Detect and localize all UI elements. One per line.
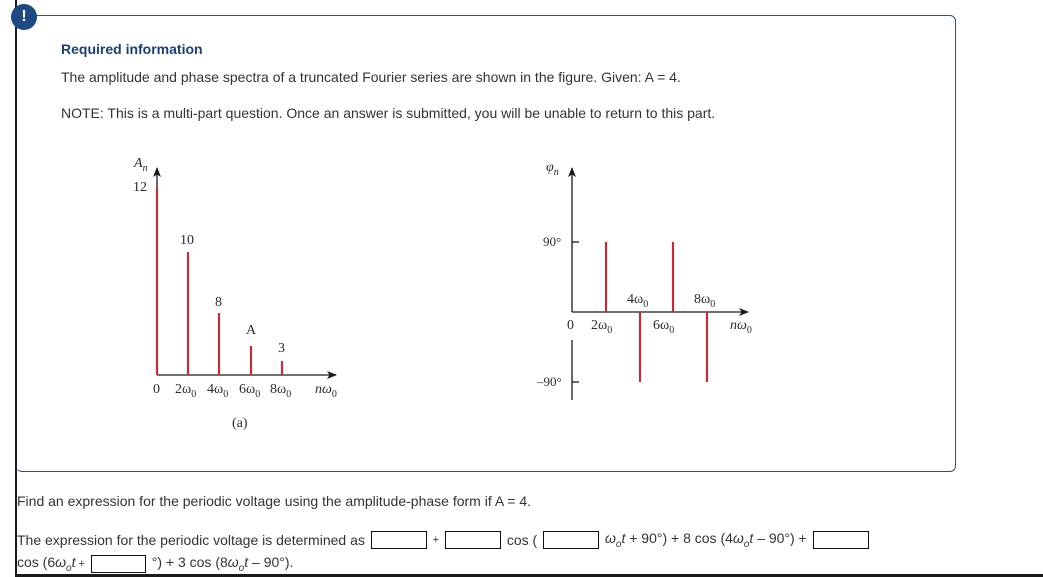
required-info-title: Required information bbox=[61, 41, 203, 57]
amplitude-value-A: A bbox=[246, 323, 257, 338]
phase-x-label: $n\omega_0$ bbox=[730, 318, 752, 336]
answer-lead-text: The expression for the periodic voltage is determined as bbox=[17, 531, 365, 548]
multipart-note: NOTE: This is a multi-part question. Once an answer is submitted, you will be unable to return to this part. bbox=[61, 105, 716, 121]
phase-x-tick-8w0: $8\omega_0$ bbox=[694, 292, 716, 310]
amplitude-caption: (a) bbox=[232, 416, 248, 431]
amplitude-x-label: $n\omega_0$ bbox=[315, 382, 337, 400]
cos-open-text: cos ( bbox=[506, 531, 538, 548]
phase-y-label: $\varphi_n$ bbox=[546, 160, 559, 178]
answer-input-phase-6w0[interactable] bbox=[91, 555, 146, 573]
plus-sign: + bbox=[432, 533, 440, 546]
amplitude-value-12: 12 bbox=[133, 180, 147, 195]
answer-expression-line-1 bbox=[17, 530, 871, 550]
phase-origin-label: 0 bbox=[567, 318, 574, 333]
answer-input-harmonic-2w0[interactable] bbox=[543, 531, 599, 549]
answer-input-amplitude-2w0[interactable] bbox=[445, 531, 501, 549]
term-6w0-text: $\cos (6\omega_ot$ + bbox=[17, 554, 85, 574]
phase-tick-label-90: 90° bbox=[543, 234, 562, 249]
term-2w0-tail: $\omega_ot + 90^\circ) + 8$ $\cos (4\omega_ot - 90^\circ)$ + bbox=[604, 530, 807, 550]
amplitude-x-tick-6w0: $6\omega_0$ bbox=[239, 382, 261, 400]
amplitude-value-8: 8 bbox=[215, 295, 222, 310]
answer-expression-line-2 bbox=[17, 554, 293, 574]
phase-x-tick-4w0: $4\omega_0$ bbox=[627, 292, 649, 310]
amplitude-value-3: 3 bbox=[278, 341, 285, 356]
alert-exclamation-icon: ! bbox=[11, 4, 37, 30]
answer-input-dc-term[interactable] bbox=[371, 531, 427, 549]
answer-input-amplitude-6w0[interactable] bbox=[813, 531, 869, 549]
question-prompt: Find an expression for the periodic voltage using the amplitude-phase form if A = 4. bbox=[17, 493, 532, 509]
amplitude-x-tick-2w0: $2\omega_0$ bbox=[175, 382, 197, 400]
amplitude-x-tick-4w0: $4\omega_0$ bbox=[207, 382, 229, 400]
term-8w0-text: °) + 3 $\cos (8\omega_ot - 90^\circ)$. bbox=[151, 554, 294, 574]
phase-x-tick-2w0: $2\omega_0$ bbox=[591, 318, 613, 336]
amplitude-value-10: 10 bbox=[180, 233, 194, 248]
problem-description: The amplitude and phase spectra of a truncated Fourier series are shown in the figure. Given: A = 4. bbox=[61, 69, 681, 85]
amplitude-x-tick-8w0: $8\omega_0$ bbox=[270, 382, 292, 400]
phase-x-tick-6w0: $6\omega_0$ bbox=[653, 318, 675, 336]
amplitude-x-tick-0: 0 bbox=[153, 382, 160, 397]
phase-tick-label-neg90: –90° bbox=[537, 374, 562, 389]
amplitude-y-label: $A_n$ bbox=[134, 156, 148, 174]
